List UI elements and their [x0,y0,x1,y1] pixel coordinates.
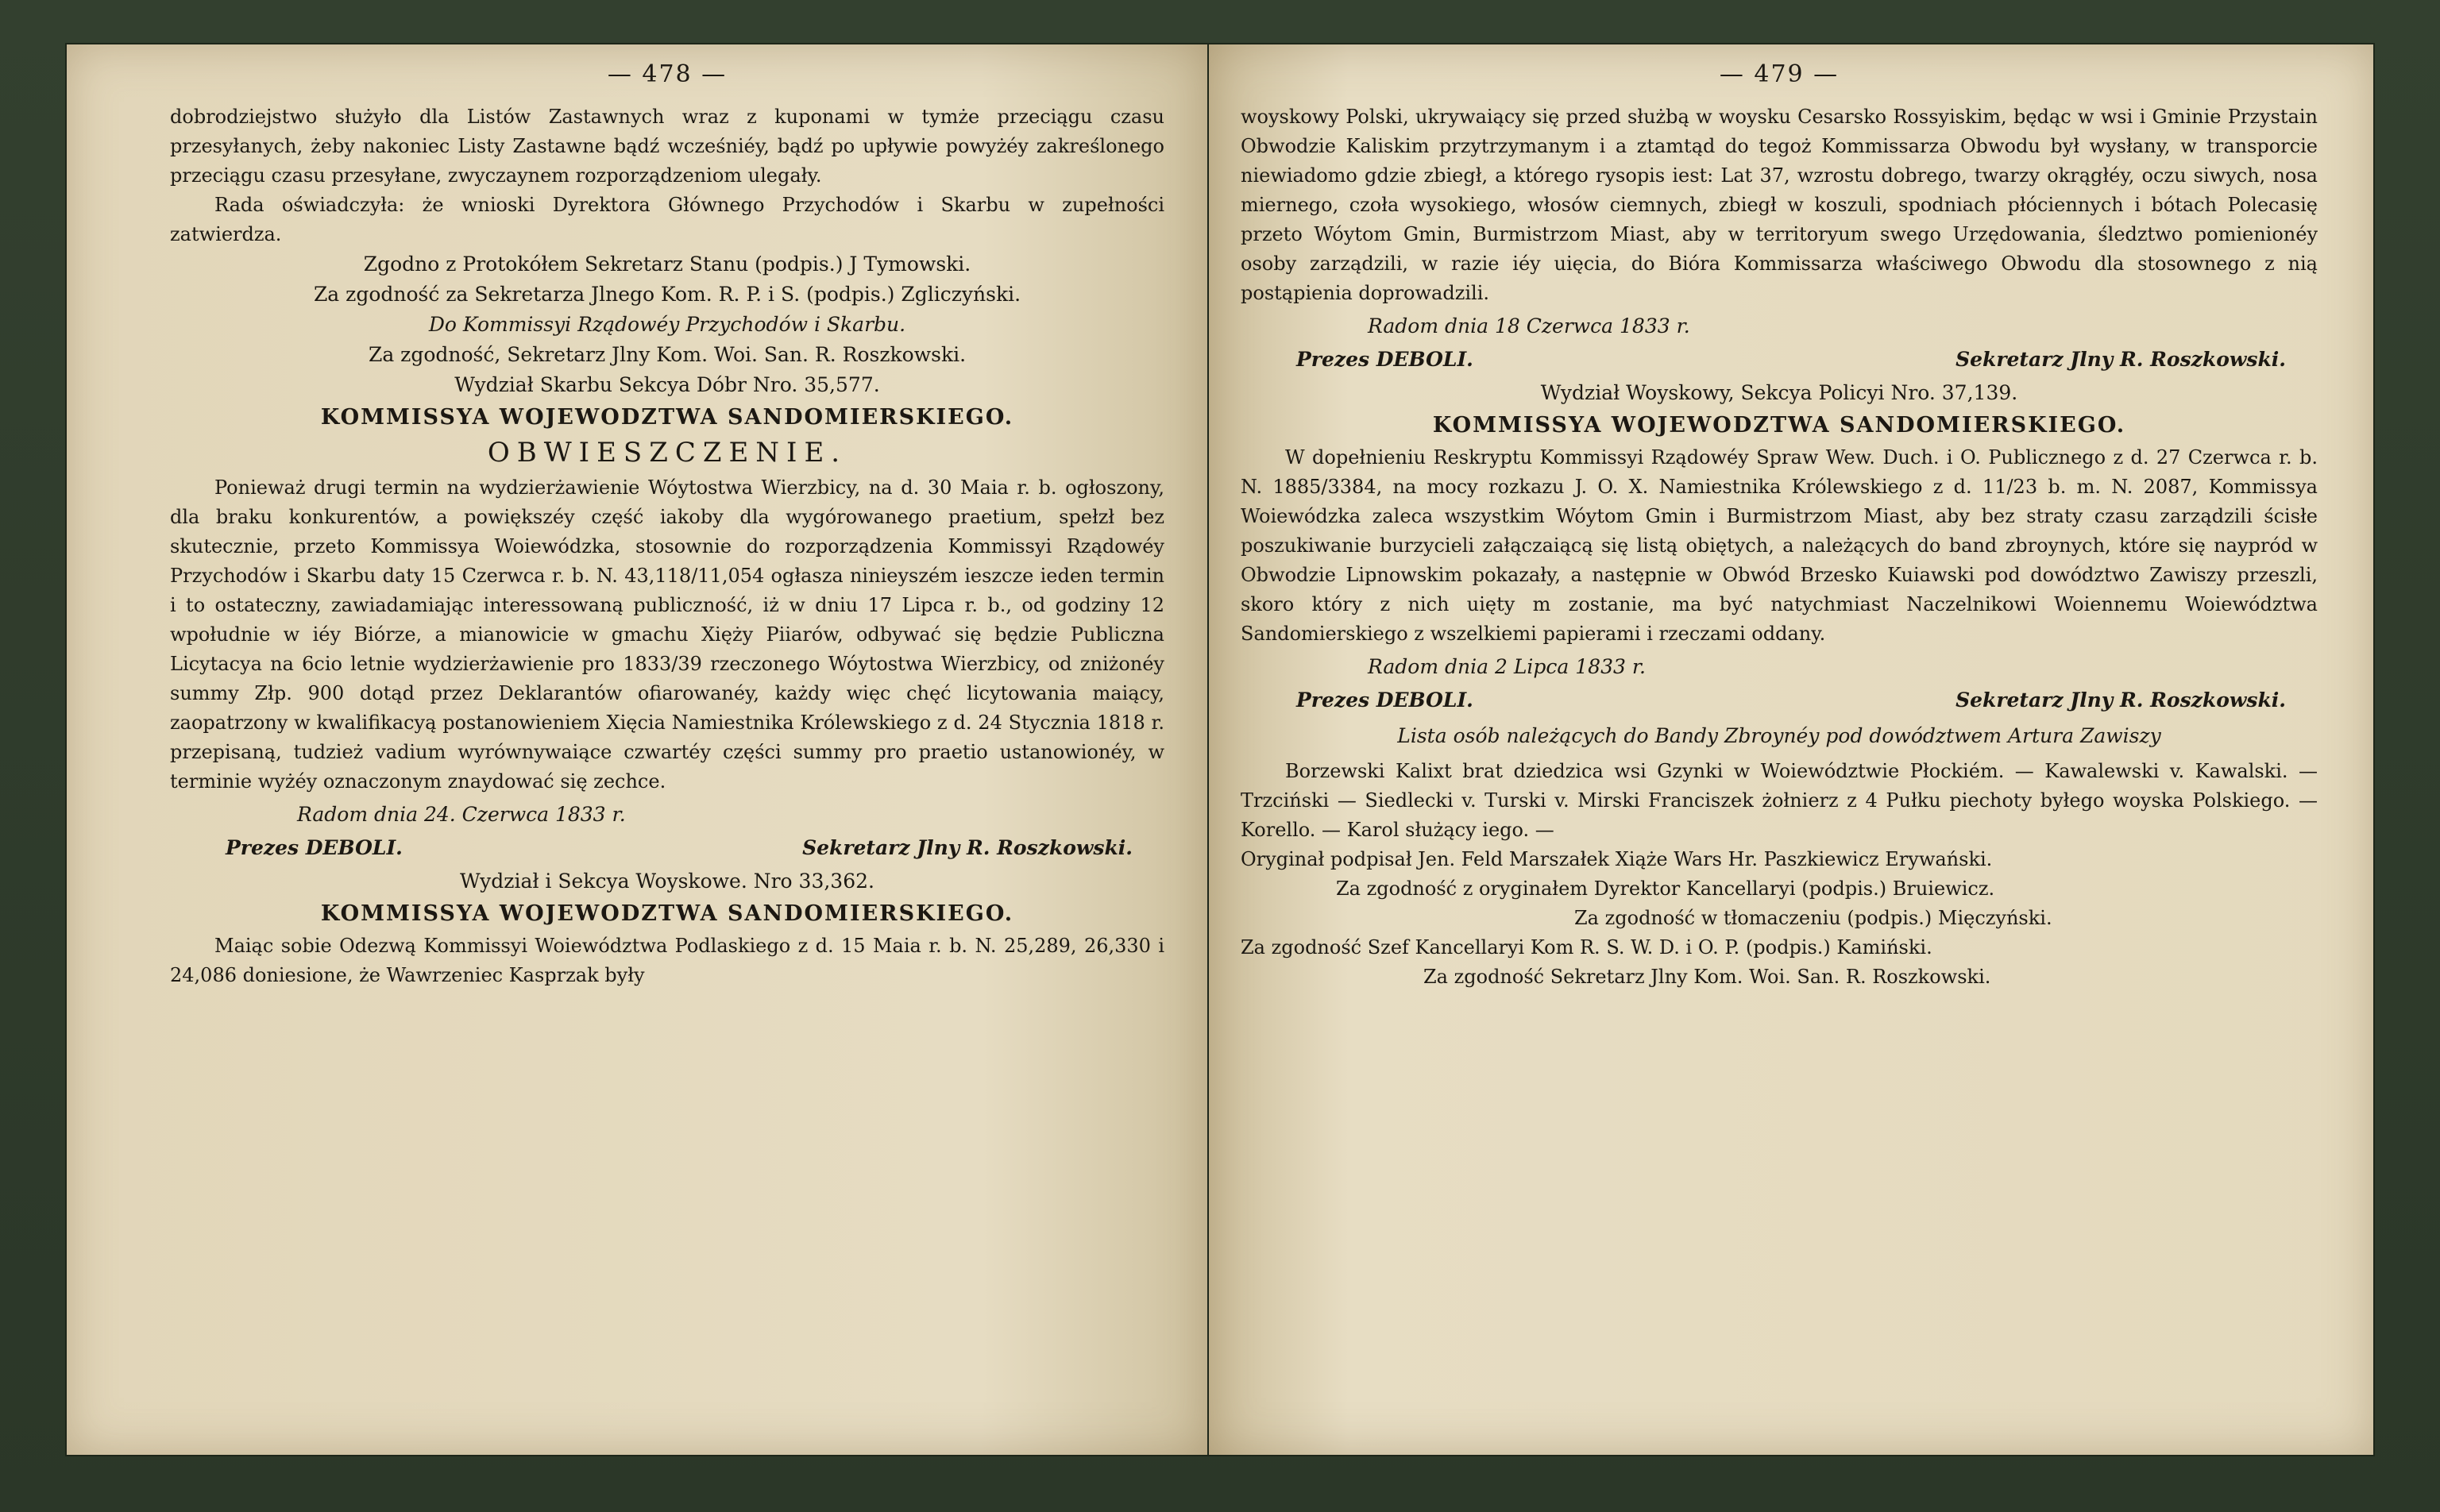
certification-line-3: Za zgodność Szef Kancellaryi Kom R. S. W. D. i O. P. (podpis.) Kamiński. [1241,936,1932,958]
president-signature: Prezes DEBOLI. [1296,688,1473,712]
original-signature-line: Oryginał podpisał Jen. Feld Marszałek Xiąże Wars Hr. Paszkiewicz Erywański. [1241,848,1993,870]
page-number-left: — 478 — [607,60,728,88]
page-number-right: — 479 — [1719,60,1840,88]
signature-row-right-1 [1241,345,2318,375]
right-paragraph-1: woyskowy Polski, ukrywaiący się przed służbą w woysku Cesarsko Rossyiskim, będąc w wsi i Gminie Przystain Obwodzie Kaliskim przytrzymanym i a ztamtąd do tegoż Kommissarza Obwodu był wysłany, w transporcie niewiadomo gdzie zbiegł, a którego rysopis iest: Lat 37, wzrostu dobrego, twarzy okrągłéy, oczu siwych, nosa miernego, czoła wysokiego, włosów ciemnych, zbiegł w koszuli, spodniach płóciennych i bótach Polecasię przeto Wóytom Gmin, Burmistrzom Miast, aby w territoryum swego Urzędowania, śledztwo pomienionéy osoby zarządzili, w razie iéy uięcia, do Bióra Kommissarza właściwego Obwodu dla stosownego z nią postąpienia doprowadzili. [1241,106,2318,304]
auction-paragraph: Ponieważ drugi termin na wydzierżawienie Wóytostwa Wierzbicy, na d. 30 Maia r. b. ogłoszony, dla braku konkurentów, a powiększéy część iakoby dla wygórowanego praetium, spełzł bez skutecznie, przeto Kommissya Woiewódzka, stosownie do rozporządzenia Kommissyi Rządowéy Przychodów i Skarbu daty 15 Czerwca r. b. N. 43,118/11,054 ogłasza ninieyszém ieszcze ieden termin i to ostateczny, zawiadamiając interessowaną publiczność, iż w dniu 17 Lipca r. b., od godziny 12 wpołudnie w iéy Biórze, a mianowicie w gmachu Xięży Piiarów, odbywać się będzie Publiczna Licytacya na 6cio letnie wydzierżawienie pro 1833/39 rzeczonego Wóytostwa Wierzbicy, od zniżonéy summy Złp. 900 dotąd przez Deklarantów ofiarowanéy, każdy więc chęć licytowania maiący, zaopatrzony w kwalifikacyą postanowieniem Xięcia Namiestnika Królewskiego z d. 24 Stycznia 1818 r. przepisaną, tudzież vadium wyrównywaiące czwartéy części summy pro praetio ustanowionéy, w terminie wyżéy oznaczonym znaydować się zechce. [170,476,1164,793]
president-signature: Prezes DEBOLI. [226,836,403,859]
secretary-signature: Sekretarz Jlny R. Roszkowski. [802,836,1133,859]
announcement-heading: OBWIESZCZENIE. [487,437,847,469]
left-paragraph-final: Maiąc sobie Odezwą Kommissyi Woiewództwa Podlaskiego z d. 15 Maia r. b. N. 25,289, 26,330 i 24,086 doniesione, że Wawrzeniec Kasprzak były [170,935,1164,986]
signature-row-left [170,833,1164,863]
left-paragraph-2: Rada oświadczyła: że wnioski Dyrektora Głównego Przychodów i Skarbu w zupełności zatwierdza. [170,194,1164,245]
signature-row-right-2 [1241,685,2318,716]
certification-line-2: Za zgodność w tłomaczeniu (podpis.) Mięczyński. [1574,907,2052,929]
department-reference-3: Wydział Woyskowy, Sekcya Policyi Nro. 37,139. [1540,381,2018,404]
certification-line-4: Za zgodność Sekretarz Jlny Kom. Woi. San. R. Roszkowski. [1423,966,1991,988]
addressee-line: Do Kommissyi Rządowéy Przychodów i Skarbu. [428,313,906,336]
left-paragraph-1: dobrodziejstwo służyło dla Listów Zastawnych wraz z kuponami w tymże przeciągu czasu przesyłanych, żeby nakoniec Listy Zastawne bądź wcześniéy, bądź po upływie powyżéy zakreślonego przeciągu czasu przesyłane, zwyczaynem rozporządzeniom ulegały. [170,106,1164,187]
date-line-right-2: Radom dnia 2 Lipca 1833 r. [1368,655,1646,678]
commission-heading-3: KOMMISSYA WOJEWODZTWA SANDOMIERSKIEGO. [1432,413,2126,438]
secretary-signature: Sekretarz Jlny R. Roszkowski. [1955,348,2286,371]
commission-heading-2: KOMMISSYA WOJEWODZTWA SANDOMIERSKIEGO. [320,901,1014,926]
department-reference-2: Wydział i Sekcya Woyskowe. Nro 33,362. [460,870,874,893]
secretary-signature: Sekretarz Jlny R. Roszkowski. [1955,688,2286,712]
secretary-certification: Za zgodność za Sekretarza Jlnego Kom. R. P. i S. (podpis.) Zgliczyński. [313,283,1021,306]
president-signature: Prezes DEBOLI. [1296,348,1473,371]
date-line-left: Radom dnia 24. Czerwca 1833 r. [297,803,626,826]
left-page [67,44,1209,1455]
right-page [1209,44,2373,1455]
date-line-right-1: Radom dnia 18 Czerwca 1833 r. [1368,314,1690,338]
protocol-certification: Zgodno z Protokółem Sekretarz Stanu (podpis.) J Tymowski. [363,253,971,276]
conformity-line: Za zgodność, Sekretarz Jlny Kom. Woi. San. R. Roszkowski. [368,343,967,366]
commission-heading-1: KOMMISSYA WOJEWODZTWA SANDOMIERSKIEGO. [320,405,1014,430]
members-list: Borzewski Kalixt brat dziedzica wsi Gzynki w Woiewództwie Płockiém. — Kawalewski v. Kawalski. — Trzciński — Siedlecki v. Turski v. Mirski Franciszek żołnierz z 4 Pułku piechoty byłego woyska Polskiego. — Korello. — Karol służący iego. — [1241,760,2318,841]
list-title: Lista osób należących do Bandy Zbroynéy pod dowództwem Artura Zawiszy [1397,724,2161,747]
right-paragraph-2: W dopełnieniu Reskryptu Kommissyi Rządowéy Spraw Wew. Duch. i O. Publicznego z d. 27 Czerwca r. b. N. 1885/3384, na mocy rozkazu J. O. X. Namiestnika Królewskiego z d. 11/23 b. m. N. 2087, Kommissya Woiewódzka zaleca wszystkim Wóytom Gmin i Burmistrzom Miast, aby bez straty czasu zarządzili ścisłe poszukiwanie burzycieli załączaiącą się listą obiętych, a należących do band zbroynych, które się naypród w Obwodzie Lipnowskim pokazały, a następnie w Obwód Brzesko Kuiawski pod dowództwo Zawiszy przeszli, skoro który z nich uięty m zostanie, ma być natychmiast Naczelnikowi Woiennemu Woiewództwa Sandomierskiego z wszelkiemi papierami i rzeczami oddany. [1241,446,2318,645]
certification-line-1: Za zgodność z oryginałem Dyrektor Kancellaryi (podpis.) Bruiewicz. [1336,878,1995,900]
department-reference-1: Wydział Skarbu Sekcya Dóbr Nro. 35,577. [454,373,880,396]
